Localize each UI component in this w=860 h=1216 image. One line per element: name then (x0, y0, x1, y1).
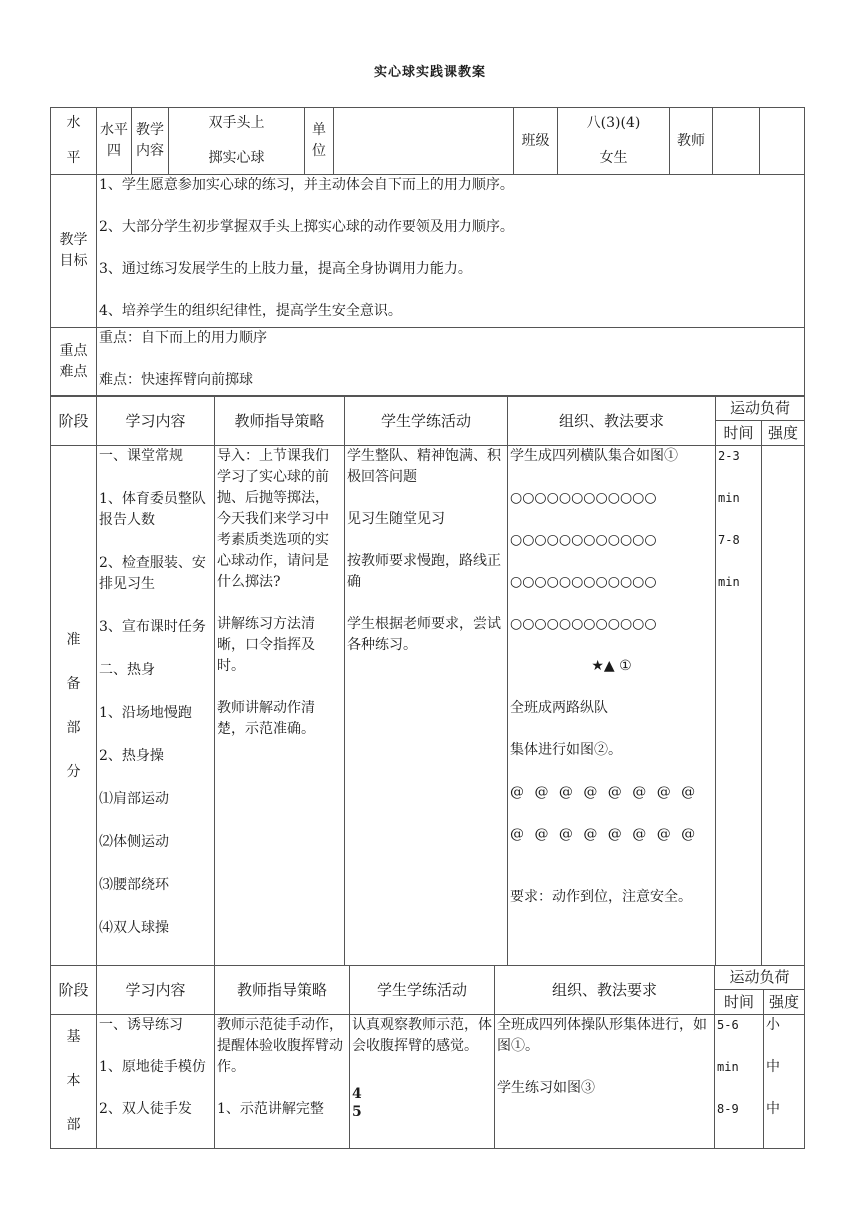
teacher-mark: ★▲ ① (591, 658, 632, 674)
basic-stage-label: 基 本 部 (51, 1015, 97, 1149)
page-title: 实心球实践课教案 (373, 65, 486, 80)
teacher-label: 教师 (670, 108, 713, 175)
goal-item: 1、学生愿意参加实心球的练习，并主动体会自下而上的用力顺序。 (99, 177, 514, 193)
basic-time: 5-6 min 8-9 (715, 1015, 764, 1149)
unit-value (334, 108, 514, 175)
goals-label: 教学 目标 (51, 175, 97, 328)
lesson-plan-table (50, 107, 805, 396)
stage-header: 阶段 (51, 966, 97, 1015)
teacher-header: 教师指导策略 (215, 966, 350, 1015)
org-header: 组织、教法要求 (495, 966, 715, 1015)
teacher-value (713, 108, 760, 175)
teacher-header: 教师指导策略 (215, 397, 345, 446)
class-label: 班级 (514, 108, 558, 175)
basic-content: 一、诱导练习 1、原地徒手模仿 2、双人徒手发 (97, 1015, 215, 1149)
key-point: 重点：自下而上的用力顺序 (99, 330, 267, 346)
prep-stage-label: 准 备 部 分 (51, 446, 97, 966)
prep-part-table (50, 396, 805, 966)
student-header: 学生学练活动 (345, 397, 508, 446)
content-header: 学习内容 (97, 966, 215, 1015)
goal-item: 2、大部分学生初步掌握双手头上掷实心球的动作要领及用力顺序。 (99, 219, 514, 235)
basic-intensity: 小 中 中 (764, 1015, 805, 1149)
goal-item: 4、培养学生的组织纪律性，提高学生安全意识。 (99, 303, 402, 319)
load-header: 运动负荷 时间 强度 (716, 397, 805, 446)
content-value: 双手头上 掷实心球 (169, 108, 305, 175)
difficulty-point: 难点：快速挥臂向前掷球 (99, 372, 253, 388)
student-header: 学生学练活动 (350, 966, 495, 1015)
basic-teacher: 教师示范徒手动作，提醒体验收腹挥臂动作。 1、示范讲解完整 (215, 1015, 350, 1149)
level-value: 水平 四 (97, 108, 132, 175)
goals-content (97, 175, 805, 328)
formation-row: ○○○○○○○○○○○○ (510, 616, 657, 632)
prep-time: 2-3 min 7-8 min (716, 446, 762, 966)
keypoints-label: 重点 难点 (51, 328, 97, 396)
column-row: @ @ @ @ @ @ @ @ (510, 826, 696, 842)
prep-org: 学生成四列横队集合如图① ○○○○○○○○○○○○ ○○○○○○○○○○○○ ○○○○○○○○○○○○ ○○○○○○○○○○○○ ★▲ ① 全班成两路纵队 集体进行如图②。 @ @ @ @ @ @ @ @ @ @ @ @ @ @ @ @ 要求：动作到位，注意安全。 (508, 446, 716, 966)
goal-item: 3、通过练习发展学生的上肢力量，提高全身协调用力能力。 (99, 261, 472, 277)
class-value: 八(3)(4) 女生 (558, 108, 670, 175)
basic-part-table (50, 965, 805, 1149)
org-header: 组织、教法要求 (508, 397, 716, 446)
formation-row: ○○○○○○○○○○○○ (510, 574, 657, 590)
load-header: 运动负荷 时间 强度 (715, 966, 805, 1015)
prep-teacher: 导入：上节课我们学习了实心球的前抛、后抛等掷法，今天我们来学习中考素质类选项的实心球动作，请问是什么掷法? 讲解练习方法清晰，口令指挥及时。 教师讲解动作清楚，示范准确。 (215, 446, 345, 966)
prep-content: 一、课堂常规 1、体育委员整队报告人数 2、检查服装、安排见习生 3、宣布课时任务 二、热身 1、沿场地慢跑 2、热身操 ⑴肩部运动 ⑵体侧运动 ⑶腰部绕环 ⑷双人球操 (97, 446, 215, 966)
prep-intensity (762, 446, 805, 966)
content-label: 教学内容 (132, 108, 169, 175)
keypoints-content (97, 328, 805, 396)
stage-header: 阶段 (51, 397, 97, 446)
content-header: 学习内容 (97, 397, 215, 446)
formation-row: ○○○○○○○○○○○○ (510, 490, 657, 506)
column-row: @ @ @ @ @ @ @ @ (510, 784, 696, 800)
prep-student: 学生整队、精神饱满、积极回答问题 见习生随堂见习 按教师要求慢跑，路线正确 学生根据老师要求，尝试各种练习。 (345, 446, 508, 966)
empty-cell (760, 108, 805, 175)
basic-org: 全班成四列体操队形集体进行，如图①。 学生练习如图③ (495, 1015, 715, 1149)
formation-row: ○○○○○○○○○○○○ (510, 532, 657, 548)
unit-label: 单 位 (305, 108, 334, 175)
level-label: 水 平 (51, 108, 97, 175)
basic-student: 认真观察教师示范，体会收腹挥臂的感觉。 4 5 (350, 1015, 495, 1149)
